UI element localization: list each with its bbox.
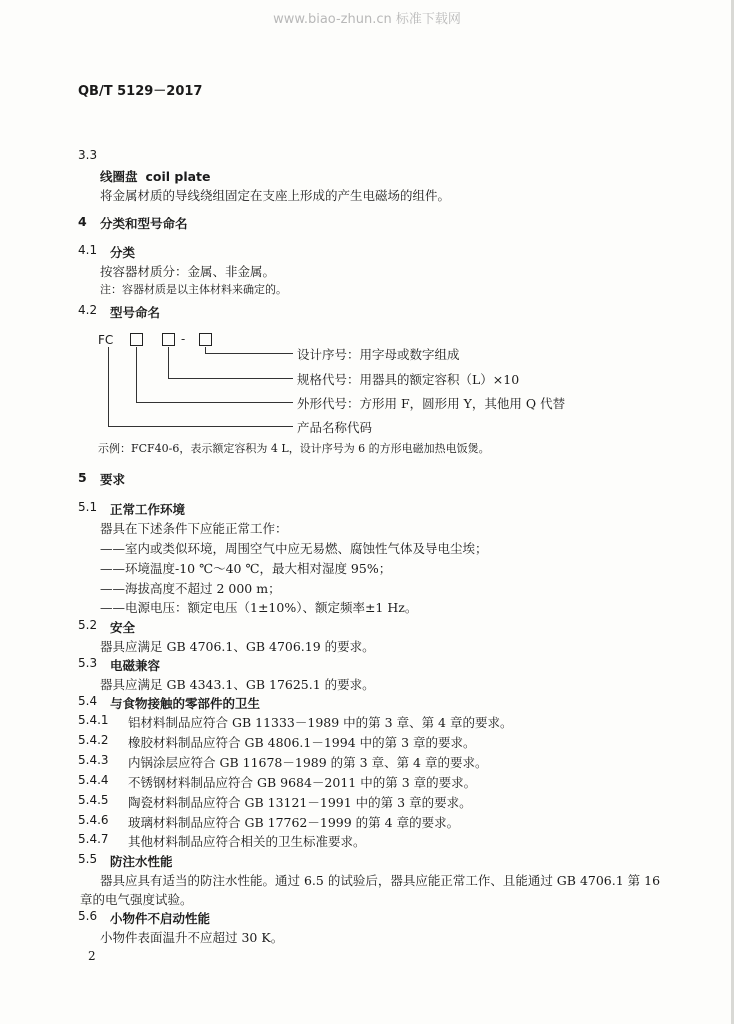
page-number: 2 xyxy=(88,949,96,963)
clause-5-4-6-number: 5.4.6 xyxy=(78,813,109,827)
document-id: QB/T 5129－2017 xyxy=(78,84,203,99)
clause-5-4-3-number: 5.4.3 xyxy=(78,753,109,767)
clause-5-4-3-text: 内锅涂层应符合 GB 11678－1989 的第 3 章、第 4 章的要求。 xyxy=(128,755,488,770)
clause-5-4-5-number: 5.4.5 xyxy=(78,793,109,807)
clause-5-3-body: 器具应满足 GB 4343.1、GB 17625.1 的要求。 xyxy=(100,677,375,692)
clause-5-4-4-number: 5.4.4 xyxy=(78,773,109,787)
serial-number-box xyxy=(199,333,212,346)
clause-5-6-number: 5.6 xyxy=(78,909,98,923)
clause-5-1-number: 5.1 xyxy=(78,500,98,514)
model-dash: - xyxy=(181,331,186,346)
connector-product-v xyxy=(108,347,109,426)
clause-5-2-body: 器具应满足 GB 4706.1、GB 4706.19 的要求。 xyxy=(100,639,375,654)
clause-3-3-definition: 将金属材质的导线绕组固定在支座上形成的产生电磁场的组件。 xyxy=(100,188,451,203)
connector-capacity-v xyxy=(168,347,169,378)
label-product-code: 产品名称代码 xyxy=(297,420,373,435)
clause-5-4-number: 5.4 xyxy=(78,694,98,708)
clause-5-6-title: 小物件不启动性能 xyxy=(110,911,211,926)
clause-5-4-1-text: 铝材料制品应符合 GB 11333－1989 中的第 3 章、第 4 章的要求。 xyxy=(128,715,513,730)
environment-item: ——海拔高度不超过 2 000 m； xyxy=(100,581,281,596)
clause-5-5-body-line2: 章的电气强度试验。 xyxy=(80,892,193,907)
clause-5-5-number: 5.5 xyxy=(78,852,98,866)
section-4-title: 分类和型号命名 xyxy=(100,216,188,231)
label-serial-number: 设计序号：用字母或数字组成 xyxy=(297,347,460,362)
clause-5-4-2-number: 5.4.2 xyxy=(78,733,109,747)
section-5-number: 5 xyxy=(78,470,87,485)
clause-5-4-7-number: 5.4.7 xyxy=(78,832,109,846)
section-4-number: 4 xyxy=(78,214,87,229)
environment-item: ——环境温度-10 ℃～40 ℃，最大相对湿度 95%； xyxy=(100,561,392,576)
shape-code-box xyxy=(130,333,143,346)
clause-5-4-6-text: 玻璃材料制品应符合 GB 17762－1999 的第 4 章的要求。 xyxy=(128,815,460,830)
connector-serial-h xyxy=(205,353,293,354)
clause-5-2-number: 5.2 xyxy=(78,618,98,632)
clause-5-4-1-number: 5.4.1 xyxy=(78,713,109,727)
clause-5-4-5-text: 陶瓷材料制品应符合 GB 13121－1991 中的第 3 章的要求。 xyxy=(128,795,472,810)
label-shape-code: 外形代号：方形用 F，圆形用 Y，其他用 Q 代替 xyxy=(297,396,566,411)
section-5-title: 要求 xyxy=(100,472,126,487)
clause-5-6-body: 小物件表面温升不应超过 30 K。 xyxy=(100,930,284,945)
connector-shape-v xyxy=(136,347,137,402)
environment-item: ——室内或类似环境，周围空气中应无易燃、腐蚀性气体及导电尘埃； xyxy=(100,541,488,556)
clause-5-5-title: 防注水性能 xyxy=(110,854,173,869)
connector-shape-h xyxy=(136,402,293,403)
clause-5-4-title: 与食物接触的零部件的卫生 xyxy=(110,696,261,711)
clause-5-5-body-line1: 器具应具有适当的防注水性能。通过 6.5 的试验后，器具应能正常工作、且能通过 GB 4706.1 第 16 xyxy=(100,873,661,888)
clause-5-1-title: 正常工作环境 xyxy=(110,502,186,517)
clause-5-2-title: 安全 xyxy=(110,620,136,635)
clause-4-1-body: 按容器材质分：金属、非金属。 xyxy=(100,264,276,279)
clause-4-2-title: 型号命名 xyxy=(110,305,161,320)
model-prefix: FC xyxy=(98,333,114,347)
clause-4-1-note: 注：容器材质是以主体材料来确定的。 xyxy=(100,283,287,296)
environment-intro: 器具在下述条件下应能正常工作： xyxy=(100,521,288,536)
clause-3-3-number: 3.3 xyxy=(78,148,98,162)
clause-4-1-title: 分类 xyxy=(110,245,136,260)
clause-5-3-title: 电磁兼容 xyxy=(110,658,161,673)
label-capacity-code: 规格代号：用器具的额定容积（L）×10 xyxy=(297,372,520,387)
term-en: coil plate xyxy=(145,169,211,184)
connector-capacity-h xyxy=(168,378,293,379)
clause-5-4-7-text: 其他材料制品应符合相关的卫生标准要求。 xyxy=(128,834,366,849)
clause-3-3-term xyxy=(100,167,211,185)
connector-product-h xyxy=(108,426,293,427)
clause-4-2-number: 4.2 xyxy=(78,303,98,317)
environment-item: ——电源电压：额定电压（1±10%）、额定频率±1 Hz。 xyxy=(100,600,418,615)
term-zh: 线圈盘 xyxy=(100,169,138,184)
watermark: www.biao-zhun.cn 标准下载网 xyxy=(273,12,461,27)
clause-4-1-number: 4.1 xyxy=(78,243,98,257)
clause-5-4-4-text: 不锈钢材料制品应符合 GB 9684－2011 中的第 3 章的要求。 xyxy=(128,775,477,790)
clause-5-3-number: 5.3 xyxy=(78,656,98,670)
model-example: 示例：FCF40-6，表示额定容积为 4 L，设计序号为 6 的方形电磁加热电饭煲。 xyxy=(98,442,490,455)
capacity-code-box xyxy=(162,333,175,346)
clause-5-4-2-text: 橡胶材料制品应符合 GB 4806.1－1994 中的第 3 章的要求。 xyxy=(128,735,476,750)
